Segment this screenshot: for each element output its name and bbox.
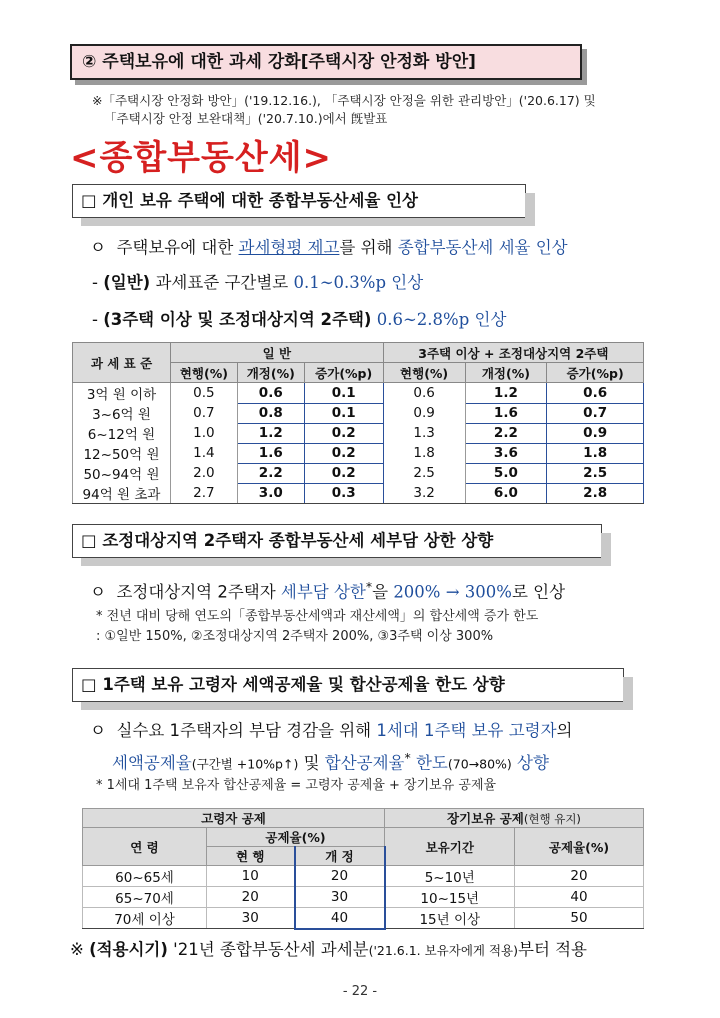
page-number: - 22 - [342,984,378,999]
cell-m-rev: 2.2 [465,423,547,443]
sub-suffix: 인상 [474,310,507,329]
bullet-text-mid: 의 [556,721,573,740]
sub-label: (3주택 이상 및 조정대상지역 2주택) [103,310,372,329]
section3-bullet-line1 [90,720,572,742]
dash: - [92,273,98,292]
th-multi: 3주택 이상 + 조정대상지역 2주택 [383,343,643,363]
table-row [83,908,644,929]
bullet-text: 주택보유에 대한 [116,238,234,257]
th-rev: 개정(%) [465,363,547,383]
cell-rate: 20 [515,866,644,887]
bullet-text-mid: 를 위해 [339,238,393,257]
cell-m-inc: 0.6 [547,383,644,404]
tax-rate-table [72,342,644,504]
cell-m-inc: 0.9 [547,423,644,443]
sub-value: 0.6∼2.8%p [376,310,470,329]
main-title: <종합부동산세> [70,138,333,178]
note-suffix: 부터 적용 [518,940,588,959]
cell-m-rev: 5.0 [465,463,547,483]
cell-m-rev: 6.0 [465,483,547,504]
table-row [73,483,644,504]
cell-g-inc: 0.2 [304,463,383,483]
cell-m-cur: 1.8 [383,443,465,463]
cell-age: 65~70세 [83,887,207,908]
cell-g-cur: 1.0 [171,423,238,443]
note-paren: ('21.6.1. 보유자에게 적용) [368,943,518,958]
cell-base: 3~6억 원 [73,403,171,423]
section2-note-1: * 전년 대비 당해 연도의「종합부동산세액과 재산세액」의 합산세액 증가 한도 [96,609,539,624]
th-rev: 개 정 [295,847,385,866]
cell-period: 15년 이상 [385,908,515,929]
sub-value: 0.1∼0.3%p [293,273,386,292]
th-tax-base: 과 세 표 준 [73,343,171,383]
bullet-marker: ㅇ [90,582,106,602]
bullet-marker: ㅇ [90,721,106,740]
th-rev: 개정(%) [237,363,304,383]
th-rate: 공제율(%) [207,828,385,847]
section3-bullet-line2 [112,747,549,776]
cell-g-cur: 0.7 [171,403,238,423]
cell-m-cur: 0.6 [383,383,465,404]
cell-g-rev: 1.6 [237,443,304,463]
th-cur: 현행(%) [383,363,465,383]
table-row [73,403,644,423]
cell-period: 10~15년 [385,887,515,908]
cell-m-cur: 2.5 [383,463,465,483]
section1-sub-general [92,272,423,294]
note-text: '21년 종합부동산세 과세분 [173,940,369,959]
paren-note: (구간별 +10%p↑) [191,756,299,772]
cell-rate: 40 [515,887,644,908]
cell-base: 94억 원 초과 [73,483,171,504]
section1-bullet [90,237,568,259]
sub-suffix: 인상 [391,273,424,292]
th-general: 일 반 [171,343,384,363]
th-long-sub: (현행 유지) [523,812,581,826]
cell-g-rev: 0.6 [237,383,304,404]
section3-heading: □ 1주택 보유 고령자 세액공제율 및 합산공제율 한도 상향 [72,668,624,702]
footnote-star: * [404,750,411,765]
section2-note-2: : ①일반 150%, ②조정대상지역 2주택자 200%, ③3주택 이상 300% [96,629,494,644]
cell-m-cur: 0.9 [383,403,465,423]
cell-g-inc: 0.1 [304,383,383,404]
note-mark: ※ [70,940,84,959]
reference-line-1: ※「주택시장 안정화 방안」('19.12.16.), 「주택시장 안정을 위한 관리방안」('20.6.17) 및 [92,93,596,108]
cell-age: 60~65세 [83,866,207,887]
cell-m-inc: 0.7 [547,403,644,423]
cell-base: 3억 원 이하 [73,383,171,404]
th-long-label: 장기보유 공제 [447,811,524,826]
cell-g-rev: 3.0 [237,483,304,504]
table-row [73,443,644,463]
cell-m-inc: 2.5 [547,463,644,483]
bullet-text-mid: 을 [372,582,389,602]
cell-g-rev: 2.2 [237,463,304,483]
cell-g-cur: 0.5 [171,383,238,404]
highlight-credit-rate: 세액공제율 [112,753,192,773]
cell-rev: 40 [295,908,385,929]
cell-period: 5~10년 [385,866,515,887]
cell-g-rev: 0.8 [237,403,304,423]
section-banner: ② 주택보유에 대한 과세 강화[주택시장 안정화 방안] [70,44,582,80]
effective-date-note [70,939,587,962]
bullet-suffix: 로 인상 [511,582,566,602]
th-period: 보유기간 [385,828,515,866]
cell-rev: 20 [295,866,385,887]
cell-cur: 20 [207,887,295,908]
cell-cur: 10 [207,866,295,887]
highlight-limit: 한도 [415,753,448,773]
table-row [73,383,644,404]
cell-m-inc: 1.8 [547,443,644,463]
sub-text: 과세표준 구간별로 [155,273,289,292]
table-row [73,463,644,483]
cell-m-rev: 1.2 [465,383,547,404]
cell-g-inc: 0.1 [304,403,383,423]
cell-base: 12~50억 원 [73,443,171,463]
cell-g-inc: 0.2 [304,443,383,463]
bullet-suffix: 상향 [517,753,549,773]
th-inc: 증가(%p) [304,363,383,383]
highlight-combined-rate: 합산공제율 [324,753,405,773]
cell-g-cur: 2.0 [171,463,238,483]
cell-base: 50~94억 원 [73,463,171,483]
cell-g-inc: 0.2 [304,423,383,443]
cell-m-inc: 2.8 [547,483,644,504]
cell-m-cur: 3.2 [383,483,465,504]
reference-line-2: 「주택시장 안정 보완대책」('20.7.10.)에서 旣발표 [104,111,388,126]
cell-m-cur: 1.3 [383,423,465,443]
table-row [83,866,644,887]
th-cur: 현행(%) [171,363,238,383]
cell-age: 70세 이상 [83,908,207,929]
highlight-burden-cap: 세부담 상한 [280,582,366,602]
bullet-text: 실수요 1주택자의 부담 경감을 위해 [116,721,372,740]
dash: - [92,310,98,329]
table-row [83,887,644,908]
section2-bullet [90,576,565,604]
table-row [73,423,644,443]
cell-rate: 50 [515,908,644,929]
bullet-marker: ㅇ [90,238,106,257]
th-long [385,809,644,828]
cell-cur: 30 [207,908,295,929]
sub-label: (일반) [103,273,151,292]
cap-value: 200% → 300% [393,582,512,602]
cell-m-rev: 3.6 [465,443,547,463]
cell-g-cur: 1.4 [171,443,238,463]
cell-rev: 30 [295,887,385,908]
section3-note: * 1세대 1주택 보유자 합산공제율 = 고령자 공제율 + 장기보유 공제율 [96,778,497,793]
note-label: (적용시기) [89,940,168,959]
paren-note: (70→80%) [447,756,512,772]
cell-g-inc: 0.3 [304,483,383,504]
deduction-table [82,808,644,930]
cell-g-cur: 2.7 [171,483,238,504]
bullet-text-mid: 및 [303,753,320,773]
th-elder: 고령자 공제 [83,809,385,828]
bullet-text: 조정대상지역 2주택자 [116,582,276,602]
th-cur: 현 행 [207,847,295,866]
cell-m-rev: 1.6 [465,403,547,423]
cell-base: 6~12억 원 [73,423,171,443]
footnote-star: * [365,579,373,594]
section1-sub-multi [92,309,506,331]
highlight-rate-increase: 종합부동산세 세율 인상 [397,238,568,257]
highlight-elderly: 1세대 1주택 보유 고령자 [376,721,557,740]
cell-g-rev: 1.2 [237,423,304,443]
th-age: 연 령 [83,828,207,866]
highlight-equity: 과세형평 제고 [238,238,340,257]
th-rate2: 공제율(%) [515,828,644,866]
section1-heading: □ 개인 보유 주택에 대한 종합부동산세율 인상 [72,184,526,218]
section2-heading: □ 조정대상지역 2주택자 종합부동산세 세부담 상한 상향 [72,524,602,558]
th-inc: 증가(%p) [547,363,644,383]
